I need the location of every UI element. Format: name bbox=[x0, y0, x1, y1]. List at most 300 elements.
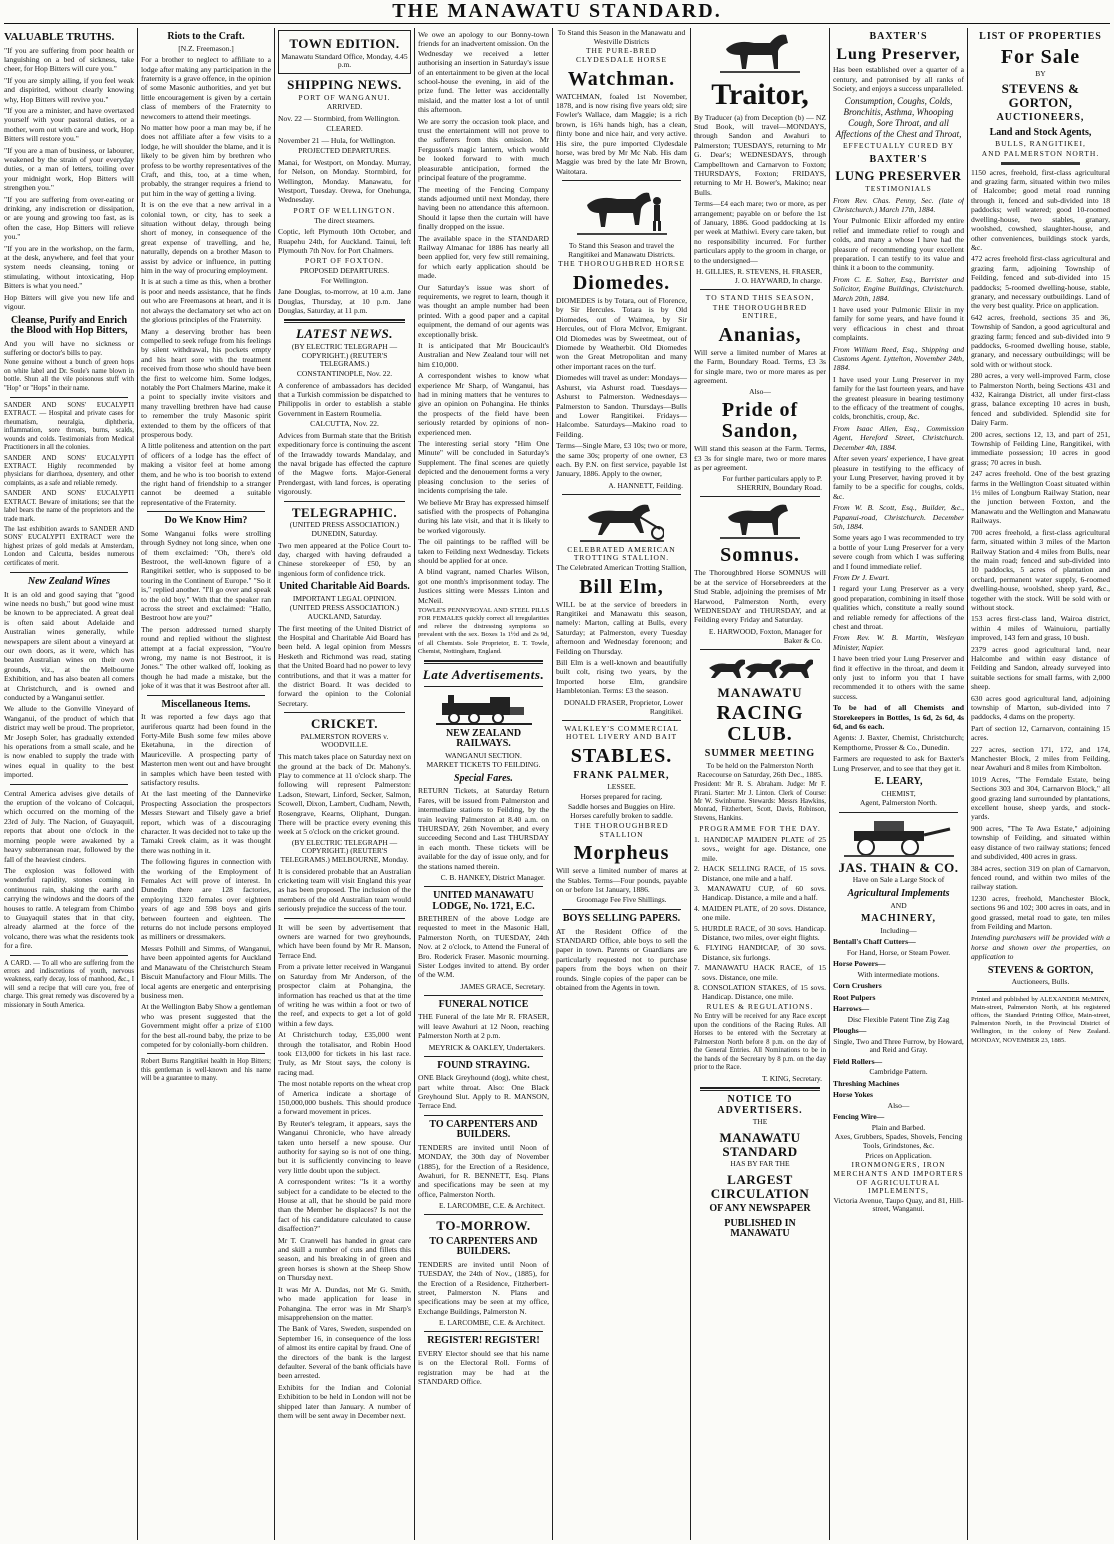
shipping-entry: Coptic, left Plymouth 10th October, and Ruapehu 24th, for Auckland. Tainui, left Plymouth 7th Nov. for Port Chalmers. bbox=[278, 227, 411, 255]
shipping-entry: November 21 — Hula, for Wellington. bbox=[278, 135, 396, 145]
section-label: MARKET TICKETS TO FEILDING. bbox=[426, 760, 541, 770]
stables-heading: STABLES. bbox=[570, 744, 673, 767]
including-label: Including— bbox=[880, 925, 917, 935]
stallion-breed: CELEBRATED AMERICAN TROTTING STALLION. bbox=[567, 544, 676, 563]
news-item: It was Mr A. Dundas, not Mr G. Smith, who made application for lease in Pohangina. The error was in Mr Sharp's misapprehension on the matter. bbox=[278, 1284, 411, 1322]
product-name: Field Rollers— bbox=[833, 1056, 883, 1066]
firm-signature: STEVENS & GORTON, bbox=[987, 964, 1094, 976]
news-item: From a private letter received in Wanganui on Saturday from Mr Anderson, of the prospector claim at Pohangina, the information has reached us that at the time of writing he was within a foot or two of the reef, and expects to get a lot of gold within a few days. bbox=[278, 962, 411, 1028]
product-name: Corn Crushers bbox=[833, 981, 882, 991]
tomorrow-heading: TO-MORROW. bbox=[436, 1218, 531, 1234]
stallion-intro: To Stand this Season and travel the Rangitikei and Manawatu Districts. bbox=[568, 241, 675, 259]
imprint: Printed and published by ALEXANDER McMINN, Main-street, Palmerston North, at his registered offices, the Standard Printing Office, Main-street, Palmerston North, in the Provincial District of Wellington, in the colony of New Zealand. MONDAY, NOVEMBER 23, 1885. bbox=[971, 995, 1110, 1044]
advert-text: TENDERS are invited until Noon of TUESDAY, the 24th of Nov., (1885), for the Erection of a Residence, Fitzherbert-street, Palmerston N. Plans and specifications may be seen at my office, Exchange Buildings, Palmerston N. bbox=[418, 1259, 549, 1316]
property-listing: 642 acres, freehold, sections 35 and 36, Township of Sandon, a good agricultural and grazing farm; fenced and sub-divided into 9 paddocks, 6-roomed dwelling house, stable, granary, and necessary outbuildings; will be sold with or without stock. bbox=[971, 312, 1110, 369]
horse-icon bbox=[720, 31, 800, 75]
news-item: Mr T. Cranwell has handed in great care and skill a number of cuts and fillets this season, and his breaking in of green and green horses is shown at the Sheep Show on Thursday next. bbox=[278, 1235, 411, 1283]
news-item: A correspondent writes: "Is it a worthy subject for a candidate to be elected to the House at all, that he should be paid more than the Member he displaces? Is not the fact of his candidature calculated to cause disaffection?" bbox=[278, 1177, 411, 1234]
divider bbox=[10, 955, 128, 956]
notice-line: HAS BY FAR THE bbox=[730, 1159, 790, 1169]
property-listing: 200 acres, sections 12, 13, and part of 251, Township of Feilding Line, Rangitikei, with immediate possession; 10 acres in good grass; 70 acres in bush. bbox=[971, 429, 1110, 467]
news-item: The available space in the STANDARD Railway Almanac for 1886 has nearly all been applied for, very few still remaining, for which early application should be made. bbox=[418, 233, 549, 281]
column-6 bbox=[694, 28, 826, 1540]
divider bbox=[424, 660, 543, 664]
product-name: Harrows— bbox=[833, 1004, 870, 1014]
stables-service: Horses prepared for racing. bbox=[580, 792, 663, 802]
article-paragraph: Messrs Polhill and Simms, of Wanganui, have been appointed agents for Auckland and Manawatu of the Christchurch Steam Biscuit Manufactory and Flour Mills. The local agents are energetic and enterprising business men. bbox=[141, 943, 271, 1000]
article-paragraph: Central America advises give details of the eruption of the volcano of Colcaqui, which occurred on the morning of the 23rd of July. The Nacion, of Guayaquil, reports that about one o'clock in the morning people were awakened by a heavy subterranean roar, followed by the fall of the heaviest cinders. bbox=[4, 788, 134, 864]
divider bbox=[424, 886, 543, 887]
dateline: CONSTANTINOPLE, Nov. 22. bbox=[296, 368, 393, 378]
eucalypti-advert: The last exhibition awards to SANDER AND SONS' EUCALYPTI EXTRACT were the highest prizes of gold medals at Amsterdam, London and Calcutta, besides numerous certificates of merit. bbox=[4, 525, 134, 567]
stallion-intro: TO STAND THIS SEASON, bbox=[705, 293, 815, 302]
article-paragraph: It was reported a few days ago that auriferous quartz had been found in the Forty-Mile Bush some few miles above Eketahuna, in the direction of Mauriceville. A prospecting party of Masterton men went out and have brought in samples which have been tested with satisfactory results. bbox=[141, 712, 271, 787]
hop-bitters-paragraph: "If you are suffering from over-eating or drinking, any indiscretion or dissipation, or are young and growing too fast, as is often the case, Hop Bitters will relieve you." bbox=[4, 194, 134, 242]
column-rule bbox=[690, 28, 691, 1540]
property-listing: 1230 acres, freehold, Manchester Block, sections 96 and 102; 300 acres in oats, and in good grassed, metal road to gate, ten miles from Feilding and Marton. bbox=[971, 893, 1110, 931]
advert-text: Will serve a limited number of mares at the Stables. Terms—Four pounds, payable on or before 1st January, 1886. bbox=[556, 866, 687, 894]
advert-text: BRETHREN of the above Lodge are requested to meet in the Masonic Hall, Palmerston North, on TUESDAY, 24th Nov. at 2 o'clock, to Attend the Funeral of Bro. Roderick Fraser. Masonic mourning. Sister Lodges invited to attend. By order of the W.M. bbox=[418, 914, 549, 980]
town-edition-heading: TOWN EDITION. bbox=[289, 36, 400, 51]
news-item: The Bank of Vares, Sweden, suspended on September 16, in consequence of the loss of almost its entire capital by fraud. One of the directors of the bank is the largest defaulter. Several of the bank officials have been arrested. bbox=[278, 1324, 411, 1381]
traitor-heading: Traitor, bbox=[711, 78, 809, 111]
article-paragraph: It is at such a time as this, when a brother is poor and needs assistance, that he finds out who are Freemasons at heart, and it is not always the declamatory set who act on the glorious principles of the Fraternity. bbox=[141, 277, 271, 325]
advert-text: TENDERS are invited until Noon of MONDAY, the 30th day of November (1885), for the Erection of a Residence, Awahuri, for R. BENNETT, Esq. Plans and specifications may be seen at my office, Palmerston North. bbox=[418, 1142, 549, 1199]
stockist-info: To be had of all Chemists and Storekeepers in Bottles, 1s 6d, 2s 6d, 4s 6d, and 6s each. bbox=[833, 703, 964, 732]
hop-bitters-paragraph: None genuine without a bunch of green hops on white label and Dr. Soule's name blown in bottle. Shun all the vile poisonous stuff with "Hop" or "Hops" in their name. bbox=[4, 359, 134, 392]
testimonial-source: From Dr J. Ewart. bbox=[833, 572, 890, 582]
horse-and-groom-icon bbox=[577, 185, 667, 239]
testimonial-source: From C. E. Salter, Esq., Barrister and Solicitor, Engine Buildings, Christchurch. March 20th, 1884. bbox=[833, 274, 964, 303]
news-item: At Christchurch today, £35,000 went through the totalisator, and Robin Hood took £13,000 for tickets in his last race. Truly, as Mr Stout says, the colony is racing mad. bbox=[278, 1030, 411, 1077]
baxters-heading: BAXTER'S bbox=[869, 153, 928, 165]
stallion-intro: To Stand this Season in the Manawatu and Westville Districts bbox=[557, 28, 686, 46]
property-listing: 280 acres, a very well-improved Farm, close to Palmerston North, being Sections 431 and 432, Kairanga District, all under first-class grass, balance excepting 10 acres in bush, fenced and subdivided. Splendid site for Dairy Farm. bbox=[971, 371, 1110, 428]
testimonial-source: From Rev. W. B. Martin, Wesleyan Minister, Napier. bbox=[833, 633, 964, 652]
eucalypti-advert: SANDER AND SONS' EUCALYPTI EXTRACT. — Hospital and private cases for rheumatism, neuralgia, diphtheria, inflammation, sore throats, burns, scalds, wounds and colds. Testimonials from Medical Practitioners in all the colonies. bbox=[4, 402, 134, 452]
section-label: The direct steamers. bbox=[314, 215, 375, 225]
article-paragraph: It is on the eve that a new arrival in a colonial town, or city, has to seek a situation without delay, through being short of money, in consequence of the great expense of travelling, and he, naturally, depends on a brother Mason to assist by advice or influence, in putting him in the way of procuring employment. bbox=[141, 200, 271, 276]
advert-signature: E. LARCOMBE, C.E. & Architect. bbox=[438, 1201, 545, 1211]
article-paragraph: At the Wellington Baby Show a gentleman who was present suggested that the Government might offer a prize of £100 for the best all-round baby, the prize to be competed for by colonially-born children. bbox=[141, 1002, 271, 1049]
news-item: A correspondent wishes to know what experience Mr Sharp, of Wanganui, has had in mining matters that he ventures to give an opinion on Pohangina. He thinks the prospects of the field have been seriously retarded by opinions of non-experienced men. bbox=[418, 371, 549, 437]
carpenters-heading: TO CARPENTERS AND BUILDERS. bbox=[429, 1235, 538, 1258]
news-item: Exhibits for the Indian and Colonial Exhibition to be held in London will not be shipped later than January. A number of them will be sent away in December next. bbox=[278, 1382, 411, 1420]
firm-title: AUCTIONEERS, bbox=[996, 112, 1085, 124]
nz-wines-heading: New Zealand Wines bbox=[27, 576, 111, 588]
race-item: 6. FLYING HANDICAP, of 30 sovs. Distance, six furlongs. bbox=[694, 943, 826, 962]
property-listing: 472 acres freehold first-class agricultural and grazing farm, adjoining Township of Feilding, fenced and sub-divided into 15 paddocks; 5-roomed dwelling-house, stable, granary, and necessary outbuildings. Land of the very best quality. Price on application. bbox=[971, 254, 1110, 311]
advert-text: Terms—Single Mare, £3 10s; two or more, the same 30s; property of one owner, £3 each. By P.N. on first service, payable 1st January, 1886. Apply to the owner, bbox=[556, 441, 687, 479]
divider bbox=[424, 1331, 543, 1332]
product-name: Threshing Machines bbox=[833, 1078, 900, 1088]
news-item: Our Saturday's issue was short of requirements, we regret to learn, though it was thought an ample number had been printed. With a good paper and a capital equipment, the demand of our agents was exceptionally brisk. bbox=[418, 282, 549, 339]
news-item: We owe an apology to our Bonny-town friends for an inadvertent omission. On the Wednesday we received a letter authorising an insertion in Saturday's issue of an entertainment to be given at the local school-house the evening, in aid of the prize fund. The letter was accidentally mislaid, and the matter lost a lot of until this afternoon. bbox=[418, 30, 549, 115]
article-paragraph: Many a deserving brother has been compelled to seek refuge from his feelings by silent withdrawal, his pockets empty and his heart sore with the treatment received from those who should have been the first to welcome him. Some lodges, notably the Port Chalmers Marine, make it a point to specially invite visitors and many travelling brethren have had cause to remember the truly Masonic spirit extended to them by the officers of that prosperous body. bbox=[141, 326, 271, 439]
club-officers: President: Mr R. S. Abraham. Judge: Mr F. Pirani. Starter: Mr J. Linton. Clerk of Course: Mr W. Swinburne. Stewards: Messrs Hawkins, Monrad, Fitzherbert, Scott, Davis, Robinson, Stevens, Hankins. bbox=[694, 781, 826, 822]
property-listing: 384 acres, section 319 on plan of Carnarvon, fenced round, and within two miles of the railway station. bbox=[971, 863, 1110, 892]
article-source: [N.Z. Freemason.] bbox=[178, 43, 234, 53]
testimonial-source: From William Reed, Esq., Shipping and Customs Agent. Lyttelton, November 24th, 1884. bbox=[833, 344, 964, 373]
divider bbox=[10, 784, 128, 785]
advert-text: Bill Elm is a well-known and beautifully built colt, rising two years, by the Imported horse Elm, grandsire Hambletonian. Terms: £3 the season. bbox=[556, 658, 687, 696]
article-subheading: IMPORTANT LEGAL OPINION. bbox=[292, 593, 397, 603]
stables-service: Saddle horses and Buggies on Hire. bbox=[567, 801, 676, 811]
divider bbox=[10, 397, 128, 398]
advert-text: DIOMEDES is by Totara, out of Florence, by Sir Hercules. Totara is by Old Diomedes, out of Waimea, by Sir Hercules, out of Flora McIvor, Emigrant. Old Diomedes was by Sweetmeat, out of Diomede by Weatherbit. Old Diomedes won the Great Metropolitan and many other important races on the turf. bbox=[556, 296, 687, 371]
advert-text: WILL be at the service of breeders in Rangitikei and Manawatu this season, namely: Marton, calling at Bulls, every Saturday; at Palmerston, every Tuesday afternoon and Wednesday forenoon; and Feilding on Thursday. bbox=[556, 599, 687, 656]
section-label: WANGANUI SECTION. bbox=[445, 750, 522, 760]
article-paragraph: It is an old and good saying that "good wine needs no bush," but good wine must be known to be appreciated. A great deal is often said about Adelaide and Australian wines generally, while newspapers are silent about a vineyard at our own doors, as it were, which has beaten Australian wines on their own grounds, viz., at the Melbourne Exhibition, and has also beaten all comers at Christchurch, and is owned and conducted by a Wanganui settler. bbox=[4, 589, 134, 702]
news-item: The oil paintings to be raffled will be taken to Feilding next Wednesday. Tickets should be applied for at once. bbox=[418, 537, 549, 565]
column-rule bbox=[414, 28, 415, 1540]
card-advert: A CARD. — To all who are suffering from the errors and indiscretions of youth, nervous weakness, early decay, loss of manhood, &c., I will send a recipe that will cure you, free of charge. This great remedy was discovered by a missionary in South America. bbox=[4, 959, 134, 1009]
property-listing: 2379 acres good agricultural land, near Halcombe and within easy distance of Feilding and Sandon, already surveyed into suitable sections for small farms, with 2,000 sheep. bbox=[971, 644, 1110, 692]
article-paragraph: Robert Burns Rangitikei health in Hop Bitters; this gentleman is well-known and his name will be a guarantee to many. bbox=[141, 1058, 271, 1083]
thain-heading: JAS. THAIN & CO. bbox=[838, 859, 959, 875]
special-fares-heading: Special Fares. bbox=[454, 772, 513, 784]
section-label: PROPOSED DEPARTURES. bbox=[299, 265, 390, 275]
testimonial-text: I regard your Lung Preserver as a very good preparation, combining in itself those qualities which, constitute a really sound and reliable remedy for affections of the chest and throat. bbox=[833, 584, 964, 631]
port-heading: PORT OF FOXTON. bbox=[304, 256, 385, 266]
firm-location: BULLS, RANGITIKEI, bbox=[995, 139, 1086, 149]
advert-signature: E. HARWOOD, Foxton, Manager for Baker & Co. bbox=[708, 626, 822, 645]
summer-meeting-heading: SUMMER MEETING bbox=[704, 748, 816, 760]
property-listing: 900 acres, "The Te Awa Estate," adjoining township of Feilding, and situated within easy distance of two railway stations; fenced and subdivided, 400 acres in grass. bbox=[971, 823, 1110, 862]
news-item: We are sorry the occasion took place, and trust the entertainment will not prove to the sufferers from this omission. Mr Fergusson's magic lantern, which would be looked forward to with much pleasurable anticipation, formed the principal feature of the programme. bbox=[418, 116, 549, 183]
article-paragraph: Some Wanganui folks were strolling through Sydney not long since, when one of them exclaimed: "Oh, there's old Bestroot, the well-known figure of a Rangitikei settler, who is supposed to be touring in the Continent of Europe." "So it is," replied another. "I'll go over and speak to the old boy." With that the speaker ran across the street and exclaimed: "Hallo, Bestroot how are you?" bbox=[141, 528, 271, 623]
wire-source: (BY ELECTRIC TELEGRAPH — COPYRIGHT.) (REUTER'S TELEGRAMS.) bbox=[291, 342, 398, 369]
column-7 bbox=[833, 28, 964, 1540]
firm-signature-title: Auctioneers, Bulls. bbox=[1011, 977, 1070, 987]
advert-text: RETURN Tickets, at Saturday Return Fares, will be issued from Palmerston and intermediate stations to Feilding, by the train leaving Palmerston at 8.40 a.m. on THURSDAY, 26th November, and every succeeding Second and Last THURSDAY in each month. These tickets will be available for the day of issue only, and for the stations named therein. bbox=[418, 786, 549, 871]
advert-signature: A. HANNETT, Feilding. bbox=[608, 480, 683, 490]
divider bbox=[562, 909, 681, 910]
product-detail: With intermediate motions. bbox=[857, 969, 940, 979]
cured-by: EFFECTUALLY CURED BY bbox=[842, 141, 955, 151]
testimonials-heading: TESTIMONIALS bbox=[865, 183, 932, 193]
advert-text: WATCHMAN, foaled 1st November, 1878, and is now rising five years old; sire Fowler's Wallace, dam Maggie; is a rich brown, is 16¾ hands high, has a clean, flinty bone and nice hair, and very active. His sire, the pure imported Clydesdale horse, was bred by Mr Mc Nab. His dam Maggie was bred by the late Mr Brown, Waitotara. bbox=[556, 91, 687, 176]
race-item: 5. HURDLE RACE, of 30 sovs. Handicap. Distance, two miles, over eight flights. bbox=[694, 923, 826, 942]
wire-source: (BY ELECTRIC TELEGRAPH — COPYRIGHT.) (REUTER'S TELEGRAMS.) MELBOURNE, Monday. bbox=[280, 837, 409, 865]
hop-bitters-paragraph: Hop Bitters will give you new life and vigour. bbox=[4, 292, 134, 312]
thain-sub: Have on Sale a Large Stock of bbox=[852, 875, 945, 885]
news-item: It is considered probable that an Australian cricketing team will visit England this year as has been proposed. The inclusion of the members of the old Australian team would seriously prejudice the success of the tour. bbox=[278, 866, 411, 914]
late-adverts-heading: Late Advertisements. bbox=[422, 667, 545, 682]
divider bbox=[424, 1214, 543, 1215]
agent-name: E. LEARY, bbox=[874, 776, 923, 788]
product-name: Horse Yokes bbox=[833, 1090, 874, 1100]
town-edition-box bbox=[278, 30, 411, 74]
agent-location: Agent, Palmerston North. bbox=[859, 798, 938, 808]
found-straying-heading: FOUND STRAYING. bbox=[437, 1059, 530, 1071]
product-detail: Single, Two and Three Furrow, by Howard, and Reid and Gray. bbox=[833, 1036, 964, 1055]
lung-preserver-heading: LUNG PRESERVER bbox=[835, 168, 962, 184]
product-detail: Cambridge Pattern. bbox=[869, 1067, 928, 1077]
divider bbox=[700, 1087, 820, 1091]
news-item: This match takes place on Saturday next on the ground at the back of Dr. Mahony's. Play to commence at 11 o'clock sharp. The following will represent Palmerston: Ladson, Stewart, Linford, Secker, Salmon, Scowell, Dixon, Lambert, Cudham, Newth, Rosengrave, Kearns, Oliphant, Dungan. There will be practice every evening this week at 5 o'clock on the cricket ground. bbox=[278, 752, 411, 837]
article-paragraph: The following figures in connection with the working of the Employment of Females Act will prove of interest. In Dunedin there are 128 factories, employing 1320 females over eighteen years of age and 598 boys and girls between fourteen and eighteen. The returns do not include persons employed as milliners or dressmakers. bbox=[141, 857, 271, 942]
rules-heading: RULES & REGULATIONS. bbox=[706, 1001, 814, 1011]
cricket-heading: CRICKET. bbox=[311, 716, 378, 732]
advert-text: THE Funeral of the late Mr R. FRASER, will leave Awahuri at 12 Noon, reaching Palmerston North at 2 p.m. bbox=[418, 1012, 549, 1041]
news-item: We believe Mr Bray has expressed himself satisfied with the prospects of Pohangina during his late visit, and that it is likely to be worked vigorously. bbox=[418, 497, 549, 535]
property-listing: 1150 acres, freehold, first-class agricultural and grazing farm, situated within two miles of Halcombe; good metal road running through it, fenced and sub-divided into 18 paddocks; well watered; good 10-roomed dwelling-house, two stables, granary, woolshed, cowshed, slaughter-house, and other conveniences, buildings stock yards, &c. bbox=[971, 167, 1110, 252]
property-listing: 227 acres, section 171, 172, and 174, Manchester Block, 2 miles from Feilding, near Awahuri and 8 miles from Kimbolton. bbox=[971, 744, 1110, 773]
news-item: A conference of ambassadors has decided that a Turkish commission be dispatched to Philippolis in order to establish a stable Government in Eastern Roumelia. bbox=[278, 380, 411, 418]
stables-intro: WALKLEY'S COMMERCIAL HOTEL LIVERY AND BAIT bbox=[564, 723, 679, 742]
eucalypti-advert: SANDER AND SONS' EUCALYPTI EXTRACT. Highly recommended by physicians for diarrhoea, dysentery, and other complaints, as a safe and reliable remedy. bbox=[4, 454, 134, 487]
advert-signature: DONALD FRASER, Proprietor, Lower Rangitikei. bbox=[563, 697, 683, 716]
testimonial-source: From Rev. Chas. Penny, Sec. (late of Christchurch.) March 17th, 1884. bbox=[833, 195, 964, 214]
race-item: 4. MAIDEN PLATE, of 20 sovs. Distance, one mile. bbox=[694, 903, 826, 923]
shipping-entry: Jane Douglas, to-morrow, at 10 a.m. Jane Douglas, Thursday, at 10 p.m. Jane Douglas, Saturday, at 11 p.m. bbox=[278, 287, 411, 316]
dateline: CALCUTTA, Nov. 22. bbox=[310, 419, 379, 429]
lung-preserver-heading: Lung Preserver, bbox=[836, 45, 961, 63]
cleanse-heading: Cleanse, Purify and Enrich the Blood with Hop Bitters, bbox=[10, 314, 128, 337]
manawatu-heading: MANAWATU bbox=[717, 684, 803, 700]
divider bbox=[1001, 162, 1080, 165]
carpenters-heading: TO CARPENTERS AND BUILDERS. bbox=[429, 1118, 538, 1141]
hop-bitters-paragraph: "If you are simply ailing, if you feel weak and dispirited, without clearly knowing why, Hop Bitters will revive you." bbox=[4, 75, 134, 104]
column-rule bbox=[829, 28, 830, 1540]
column-5 bbox=[556, 28, 687, 1540]
news-item: The first meeting of the United District of the Hospital and Charitable Aid Board has been held. A legal opinion from Messrs Hesketh and Richmond was read, stating that the United Board had no power to levy contributions, and that it was a matter for the district Board. It was decided to forward the opinion to the Colonial Secretary. bbox=[278, 623, 411, 708]
news-item: It will be seen by advertisement that owners are warned for two greyhounds, which have been found by Mr R. Manson, Terrace End. bbox=[278, 922, 411, 960]
article-paragraph: For a brother to neglect to affiliate to a lodge after making any participation in the fraternity is a grave offence, in the opinion of some Masonic authorities, and yet but little encouragement is given by a certain class of members of the Fraternity to newcomers to attend their meetings. bbox=[141, 55, 271, 121]
product-name: Fencing Wire— bbox=[833, 1112, 885, 1122]
testimonial-source: From W. B. Scott, Esq., Builder, &c., Papanui-road, Christchurch. December 5th, 1884. bbox=[833, 503, 964, 531]
divider bbox=[284, 319, 405, 323]
notice-line: OF ANY NEWSPAPER bbox=[709, 1203, 811, 1215]
column-rule bbox=[137, 28, 138, 1540]
also-label: Also— bbox=[749, 386, 771, 396]
advert-text: ONE Black Greyhound (dog), white chest, part white throat. Also: One Black Greyhound Slut. Apply to R. MANSON, Terrace End. bbox=[418, 1073, 549, 1111]
divider bbox=[284, 918, 405, 919]
article-paragraph: No matter how poor a man may be, if he does not affiliate after a few visits to a lodge, he will shoulder the blame, and it is likely to be given him by brethren who profess to be worthy representatives of the Craft, and this, too, at a time when, probably, the stranger requires a friend to put him in the way of getting a living. bbox=[141, 122, 271, 198]
proprietor-name: FRANK PALMER, bbox=[573, 769, 670, 781]
divider bbox=[424, 1115, 543, 1116]
divider bbox=[284, 712, 405, 713]
ananias-heading: Ananias, bbox=[718, 323, 802, 346]
news-item: Advices from Burmah state that the British expeditionary force is continuing the ascent of the Irrawaddy towards Mandalay, and the naval brigade has effected the capture of the Magwe forts. Major-General Prendergast, with land forces, is operating vigorously. bbox=[278, 430, 411, 497]
hop-bitters-paragraph: And you will have no sickness or suffering or doctor's bills to pay. bbox=[4, 338, 134, 357]
divider bbox=[839, 812, 958, 813]
divider bbox=[10, 572, 128, 573]
masthead-title: THE MANAWATU STANDARD. bbox=[392, 0, 722, 22]
column-3 bbox=[278, 28, 411, 1540]
hop-bitters-paragraph: "If you are a man of business, or labourer, weakened by the strain of your everyday duties, or a man of letters, toiling over your midnight work, Hop Bitters will strengthen you." bbox=[4, 145, 134, 193]
advert-signature: H. GILLIES, R. STEVENS, H. FRASER, J. O. HAYWARD, In charge. bbox=[695, 267, 822, 285]
merchant-address: Victoria Avenue, Taupo Quay, and 81, Hill-street, Wanganui. bbox=[833, 1195, 964, 1214]
stallion-intro: The Celebrated American Trotting Stallion, bbox=[556, 563, 687, 572]
product-detail: Plain and Barbed. bbox=[871, 1122, 926, 1132]
firm-subtitle: Land and Stock Agents, bbox=[989, 126, 1092, 138]
racing-club-heading: RACING CLUB. bbox=[716, 702, 804, 746]
wire-source: (UNITED PRESS ASSOCIATION.) AUCKLAND, Saturday. bbox=[289, 603, 400, 621]
trotting-horse-icon bbox=[580, 499, 664, 543]
latest-news-heading: LATEST NEWS. bbox=[295, 326, 394, 342]
notice-paper-name: MANAWATU STANDARD bbox=[719, 1130, 801, 1159]
funeral-heading: FUNERAL NOTICE bbox=[438, 998, 529, 1010]
wire-source: (UNITED PRESS ASSOCIATION.) DUNEDIN, Saturday. bbox=[289, 520, 400, 538]
news-item: The meeting of the Fencing Company stands adjourned until next Monday, there having been no attendance this afternoon. Should it lapse then the curtain will have finally dropped on the issue. bbox=[418, 184, 549, 232]
agent-title: CHEMIST, bbox=[881, 788, 916, 798]
advert-text: The Thoroughbred Horse SOMNUS will be at the service of Horsebreeders at the Stud Stable, adjoining the premises of Mr Harwood, Palmerston North, every WEDNESDAY and THURSDAY, and at Feilding every Friday and Saturday. bbox=[694, 568, 826, 625]
hop-bitters-paragraph: "If you are suffering from poor health or languishing on a bed of sickness, take cheer, for Hop Bitters will cure you." bbox=[4, 45, 134, 74]
properties-heading: LIST OF PROPERTIES bbox=[979, 31, 1102, 42]
railways-heading: NEW ZEALAND RAILWAYS. bbox=[445, 727, 522, 750]
notice-line: PUBLISHED IN MANAWATU bbox=[724, 1217, 796, 1240]
article-paragraph: We allude to the Gonville Vineyard of Wanganui, of the product of which that district may well be proud. The proprietor, Mr Joseph Soler, has gradually extended his operations from a small scale, and he is now enabled to supply the trade with wines equal in quality to the best imported. bbox=[4, 704, 134, 780]
testimonial-text: Some years ago I was recommended to try a bottle of your Lung Preserver for a very severe cough from which I was suffering and I found immediate relief. bbox=[833, 533, 964, 571]
shipping-heading: SHIPPING NEWS. bbox=[287, 76, 402, 92]
divider bbox=[700, 289, 820, 290]
horse-icon bbox=[720, 501, 800, 541]
somnus-heading: Somnus. bbox=[720, 544, 800, 567]
product-name: Bentall's Chaff Cutters— bbox=[833, 937, 916, 947]
advert-signature: C. B. HANKEY, District Manager. bbox=[440, 873, 545, 883]
baxters-heading: BAXTER'S bbox=[869, 31, 928, 42]
news-item: The interesting serial story "Him One Minute" will be concluded in Saturday's Supplement. The final scenes are quietly depicted and the denouement forms a very pleasing conclusion to the series of incidents comprising the tale. bbox=[418, 439, 549, 496]
product-detail: Disc Flexible Patent Tine Zig Zag bbox=[847, 1014, 950, 1024]
stables-service: Horses carefully broken to saddle. bbox=[570, 811, 673, 821]
proprietor-title: LESSEE. bbox=[607, 782, 636, 792]
column-8 bbox=[971, 28, 1110, 1540]
valuable-truths-heading: VALUABLE TRUTHS. bbox=[4, 31, 115, 43]
watchman-heading: Watchman. bbox=[567, 67, 676, 90]
racing-horses-icon bbox=[705, 654, 815, 682]
towle-pills-advert: TOWLE'S PENNYROYAL AND STEEL PILLS FOR FEMALES quickly correct all irregularities and relieve the distressing symptoms so prevalent with the sex. Boxes 1s 1½d and 2s 9d, of all Chemists. Sole Proprietor, E. T. Towle, Chemist, Nottingham, England. bbox=[418, 606, 549, 655]
news-item: Two men appeared at the Police Court to-day, charged with having defrauded a Chinese storekeeper of £50, by an ingenious form of confidence trick. bbox=[278, 540, 411, 578]
property-listing: 700 acres freehold, a first-class agricultural farm, situated within 3 miles of the Marton Railway Station and 4 miles from Bulls, near the main road; fenced and sub-divided into 10 paddocks, 5 acres of plantation and orchard, permanent water supply, 6-roomed dwelling-house, woolshed, sheep yard, &c., together with the stock. Will be sold with or without stock. bbox=[971, 527, 1110, 612]
rules-text: No Entry will be received for any Race except upon the conditions of the Racing Rules. All Horses to be entered with the Secretary at Palmerston North before 8 p.m. on the day of the General Entries. All Nominations to be in the hands of the Secretary by 8 p.m. on the day prior to the Race. bbox=[694, 1013, 826, 1071]
advert-text: Diomedes will travel as under: Mondays—Ashurst, via Ashurst road. Tuesdays—Ashurst to Palmerston. Wednesdays—Palmerston to Sandon. Thursdays—Bulls and Lower Rangitikei. Fridays—Halcombe. Saturdays—Makino road to Feilding. bbox=[556, 373, 687, 439]
column-1 bbox=[4, 28, 134, 1540]
shipping-entry: Manai, for Westport, on Monday. Murray, for Nelson, on Monday. Stormbird, for Wellington, Monday. Manawatu, for Westport, Tuesday. Orewa, for Onehunga, Wednesday. bbox=[278, 157, 411, 205]
advert-signature: For further particulars apply to P. SHERRIN, Boundary Road. bbox=[722, 474, 822, 493]
column-rule bbox=[274, 28, 275, 1540]
divider bbox=[700, 496, 820, 497]
prices-note: Prices on Application. bbox=[865, 1150, 932, 1160]
property-listing: 630 acres good agricultural land, adjoining township of Marton, sub-divided into 7 paddocks, 4 dams on the property. bbox=[971, 693, 1110, 722]
also-label: Also— bbox=[887, 1100, 910, 1110]
section-label: CLEARED. bbox=[326, 124, 363, 134]
section-label: ARRIVED. bbox=[326, 102, 363, 112]
divider bbox=[562, 494, 681, 495]
firm-location: AND PALMERSTON NORTH. bbox=[981, 149, 1100, 159]
advert-text: Will stand this season at the Farm. Terms, £3 3s for single mare, two or more mares as per agreement. bbox=[694, 444, 826, 472]
testimonial-text: Your Pulmonic Elixir afforded my entire relief and immediate relief to rough and colds, and many a whose I have had the pleasure of recommending your excellent preparation. I can testify to its value and think it a boon to the community. bbox=[833, 216, 964, 273]
hop-bitters-paragraph: "If you are in the workshop, on the farm, at the desk, anywhere, and feel that your system needs cleansing, toning or stimulating, without intoxicating, Hop Bitters is what you need." bbox=[4, 243, 134, 291]
telegraphic-heading: TELEGRAPHIC. bbox=[291, 504, 398, 520]
product-detail: For Hand, Horse, or Steam Power. bbox=[846, 947, 951, 957]
column-2 bbox=[141, 28, 271, 1540]
register-heading: REGISTER! REGISTER! bbox=[427, 1335, 540, 1347]
article-paragraph: The person addressed turned sharply round and replied without the slightest attempt at a facial expression, "You're wrong, my name is not Bestroot, it is Jones." The other walked off, looking as though he had made a mistake, but the joke of it was that it was Bestroot after all. bbox=[141, 624, 271, 691]
race-item: 1. HANDICAP MAIDEN PLATE of 25 sovs., weight for age. Distance, one mile. bbox=[694, 834, 826, 863]
farm-implement-icon bbox=[844, 817, 954, 857]
testimonial-text: I have been tried your Lung Preserver and find it effective in the throat, and deem it only just to inform you that I have recommended it to others with the same success. bbox=[833, 654, 964, 701]
for-sale-heading: For Sale bbox=[1000, 45, 1081, 68]
locomotive-icon bbox=[436, 691, 532, 725]
ailments-list: Consumption, Coughs, Colds, Bronchitis, Asthma, Whooping Cough, Sore Throat, and all Affections of the Chest and Throat, bbox=[835, 95, 962, 139]
advert-text: AT the Resident Office of the STANDARD Office, able boys to sell the paper in town. Parents or Guardians are particularly requested not to purchase papers from the boys when on their rounds. Single copies of the paper can be obtained from the Agents in town. bbox=[556, 926, 687, 992]
divider bbox=[147, 695, 265, 696]
property-listing: 153 acres first-class land, Wairoa district, within 4 miles of Wainuioru, partially improved, 143 fern and grass, 10 bush. bbox=[971, 614, 1110, 643]
news-item: A blind vagrant, named Charles Wilson, got one month's imprisonment today. The Justices sitting were Messrs Linton and McNeil. bbox=[418, 567, 549, 605]
divider bbox=[424, 686, 543, 687]
testimonial-text: After seven years' experience, I have great pleasure in testifying to the efficacy of your Lung Preserver, having proved it by family to be a specific for coughs, colds, &c. bbox=[833, 454, 964, 501]
article-heading: Riots to the Craft. bbox=[167, 31, 245, 42]
divider bbox=[562, 720, 681, 721]
divider bbox=[424, 995, 543, 996]
article-heading: United Charitable Aid Boards. bbox=[279, 581, 410, 593]
stallion-breed: THE THOROUGHBRED STALLION bbox=[574, 820, 669, 839]
stallion-breed: THE PURE-BRED CLYDESDALE HORSE bbox=[576, 46, 667, 64]
advert-signature: E. LARCOMBE, C.E. & Architect. bbox=[438, 1318, 545, 1328]
article-paragraph: The explosion was followed with wonderful rapidity, stones coming in continuous rain, shaking the earth and carrying the windows and the doors of the houses to rattle. A telegram from Chimbo to Guayaquil states that in that city, already alarmed at the force of the volcano, there was what the residents took for a fire. bbox=[4, 865, 134, 951]
testimonial-text: I have used your Lung Preserver in my family for the last fourteen years, and have the greatest pleasure in bearing testimony to the efficacy of the treatment of coughs, colds, bronchitis, croup, &c. bbox=[833, 374, 964, 422]
divider bbox=[147, 1053, 265, 1054]
hop-bitters-paragraph: "If you are a minister, and have overtaxed yourself with your pastoral duties, or a mother, worn out with care and work, Hop Bitters will restore you." bbox=[4, 105, 134, 144]
property-listing: 1019 Acres, "The Ferndale Estate, being Sections 303 and 304, Carnarvon Block," all good grazing land surrounded by plantations, excellent house, sheep yards, and stock-yards. bbox=[971, 774, 1110, 822]
news-item: The most notable reports on the wheat crop of America indicate a shortage of 150,000,000 bushels. This should produce a forward movement in prices. bbox=[278, 1079, 411, 1117]
divider bbox=[284, 501, 405, 502]
purchaser-note: Intending purchasers will be provided with a horse and shown over the properties, on application to bbox=[971, 933, 1110, 962]
firm-name: STEVENS & GORTON, bbox=[1001, 81, 1080, 110]
meeting-date: To be held on the Palmerston North Racecourse on Saturday, 26th Dec., 1885. bbox=[697, 760, 823, 779]
product-name: Ploughs— bbox=[833, 1026, 867, 1036]
advert-text: Will serve a limited number of Mares at the Farm, Boundary Road. Terms, £3 3s for single mare, two or more mares as per agreement. bbox=[694, 347, 826, 386]
advert-text: By Traducer (a) from Deception (b) — NZ Stud Book, will travel—MONDAYS, through Sandon and Awahuri to Palmerston; TUESDAYS, returning to Mr G. Dear's; WEDNESDAYS, through Campbelltown and Carnarvon to Foxton; THURSDAYS, Foxton; FRIDAYS, returning to Mr H. Bower's, Makino; near Bulls. bbox=[694, 112, 826, 197]
port-heading: PORT OF WANGANUI. bbox=[298, 92, 391, 102]
race-item: 2. HACK SELLING RACE, of 15 sovs. Distance, one mile and a half. bbox=[694, 864, 826, 883]
section-label: For Wellington. bbox=[320, 275, 369, 285]
advert-text: EVERY Elector should see that his name is on the Electoral Roll. Forms of registration may be had at the STANDARD Office. bbox=[418, 1348, 549, 1386]
article-subheading: PALMERSTON ROVERS v. WOODVILLE. bbox=[300, 731, 389, 750]
article-heading: Do We Know Him? bbox=[164, 515, 248, 527]
bill-elm-heading: Bill Elm, bbox=[579, 575, 664, 598]
boys-papers-heading: BOYS SELLING PAPERS. bbox=[562, 913, 681, 925]
morpheus-heading: Morpheus bbox=[573, 842, 670, 865]
advert-text: Terms—£4 each mare; two or more, as per arrangement; payable on or before the 1st of January, 1886. Good paddocking at 1s per week at Mathiwi. Every care taken, but no responsibility incurred. For further particulars apply to the groom in charge, or to the undersigned— bbox=[694, 199, 826, 265]
article-paragraph: At the last meeting of the Dannevirke Prospecting Association the prospectors Messrs Stewart and Tilsely gave a brief report, which was of a discouraging character. It was decided not to take up the Tamaki Creek claim, as it was thought there was nothing in it. bbox=[141, 789, 271, 855]
divider bbox=[147, 511, 265, 512]
shipping-entry: Nov. 22 — Stormbird, from Wellington. bbox=[278, 113, 400, 123]
notice-the: THE bbox=[752, 1117, 768, 1127]
article-paragraph: A little politeness and attention on the part of officers of a lodge has the effect of making a visitor feel at home among them, and he who is too boorish to extend the right hand of friendship to a stranger cannot be deemed a suitable representative of the Fraternity. bbox=[141, 441, 271, 507]
advert-signature: JAMES GRACE, Secretary. bbox=[460, 981, 545, 991]
article-heading: Miscellaneous Items. bbox=[161, 698, 251, 710]
product-name: Root Pulpers bbox=[833, 992, 876, 1002]
section-label: PROJECTED DEPARTURES. bbox=[298, 146, 391, 156]
race-item: 7. MANAWATU HACK RACE, of 15 sovs. Distance, one mile. bbox=[694, 963, 826, 982]
stallion-breed: THE THOROUGHBRED ENTIRE, bbox=[712, 302, 808, 321]
divider bbox=[424, 1056, 543, 1057]
column-rule bbox=[967, 28, 968, 1540]
masthead-rule bbox=[4, 23, 1110, 24]
groomage-fee: Groomage Fee Five Shillings. bbox=[576, 895, 667, 905]
and-label: AND bbox=[890, 900, 907, 910]
implements-heading: Agricultural Implements bbox=[847, 888, 950, 900]
race-item: 3. MANAWATU CUP, of 60 sovs. Handicap. Distance, a mile and a half. bbox=[694, 883, 826, 903]
machinery-heading: MACHINERY, bbox=[860, 913, 937, 925]
product-name: Horse Powers— bbox=[833, 959, 886, 969]
by-label: BY bbox=[1035, 68, 1046, 78]
notice-heading: NOTICE TO ADVERTISERS. bbox=[717, 1094, 803, 1116]
programme-heading: PROGRAMME FOR THE DAY. bbox=[699, 824, 821, 834]
